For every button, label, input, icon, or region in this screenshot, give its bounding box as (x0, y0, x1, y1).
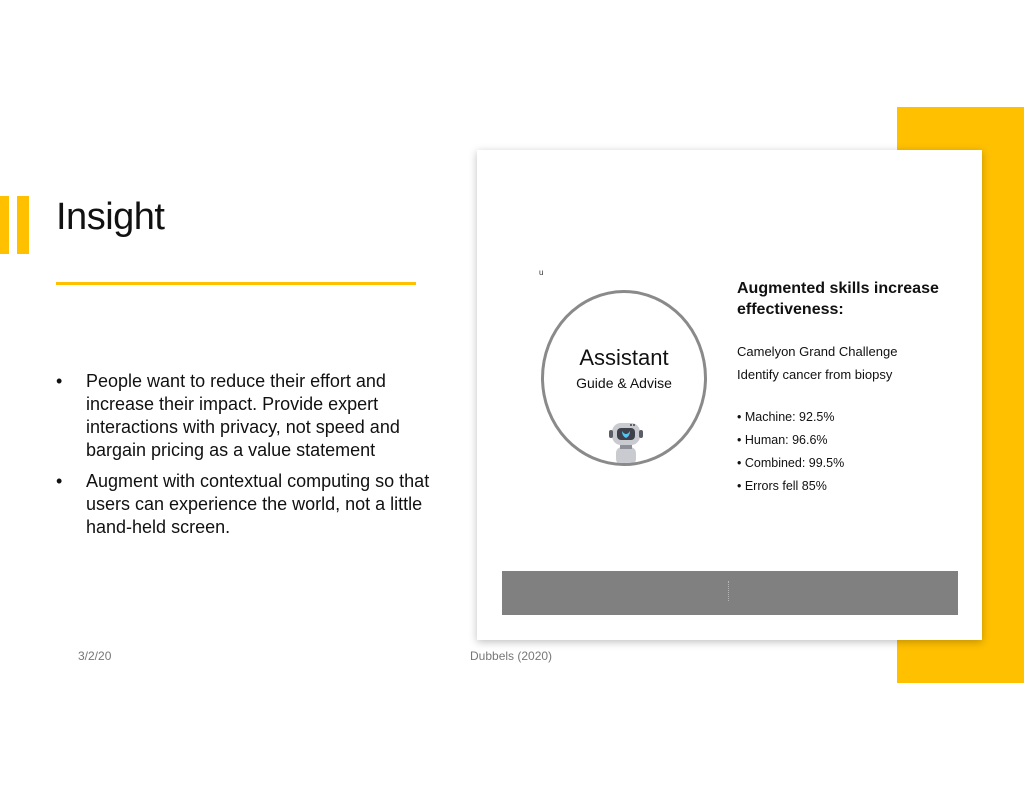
bullet-marker: • (56, 471, 63, 491)
title-underline (56, 282, 416, 285)
footer-source: Dubbels (2020) (470, 649, 553, 663)
grey-footer-band (502, 571, 958, 615)
stray-mark: u (539, 268, 544, 277)
stat-item: • Machine: 92.5% (737, 410, 835, 424)
stat-item: • Combined: 99.5% (737, 456, 845, 470)
title-accent-bar-right (17, 196, 29, 254)
bullet-list (56, 370, 436, 547)
assistant-subtitle: Guide & Advise (576, 375, 672, 391)
bullet-item (56, 370, 436, 462)
assistant-circle (541, 290, 707, 466)
bullet-text: People want to reduce their effort and increase their impact. Provide expert interactions with privacy, not speed and bargain pricing as a value statement (86, 371, 400, 460)
challenge-task: Identify cancer from biopsy (737, 367, 893, 382)
bullet-item (56, 470, 436, 539)
footer-date: 3/2/20 (78, 649, 112, 663)
bullet-marker: • (56, 371, 63, 391)
stat-item: • Human: 96.6% (737, 433, 828, 447)
robot-icon (606, 417, 646, 465)
slide-title: Insight (56, 196, 165, 238)
stats-list (737, 406, 844, 498)
band-mark (728, 581, 733, 601)
assistant-title: Assistant (579, 345, 669, 370)
title-accent-bar-left (0, 196, 9, 254)
panel-heading: Augmented skills increase effectiveness: (737, 280, 939, 318)
embedded-slide-image (477, 150, 982, 640)
stat-item: • Errors fell 85% (737, 479, 827, 493)
challenge-name: Camelyon Grand Challenge (737, 344, 898, 359)
bullet-text: Augment with contextual computing so that users can experience the world, not a little hand-held screen. (86, 471, 430, 537)
